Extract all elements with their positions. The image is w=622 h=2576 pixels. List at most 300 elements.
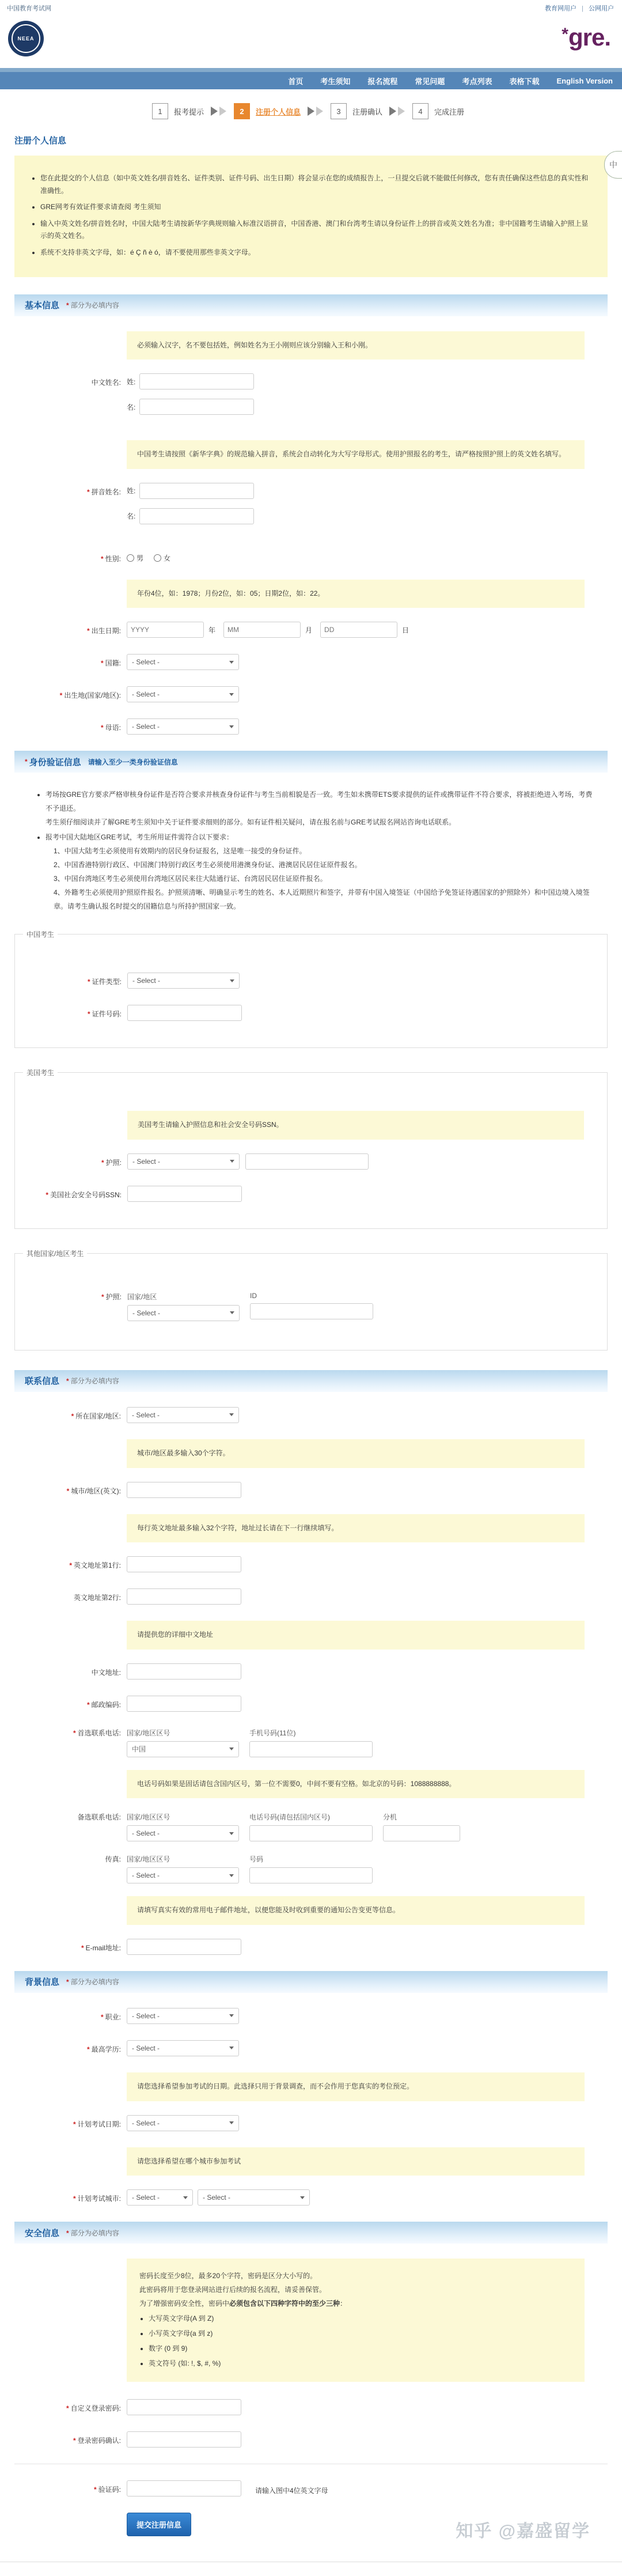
field-city — [14, 1482, 608, 1498]
select-value: - Select - — [132, 1308, 161, 1317]
rule-text-bold: 必须包含以下四种字符中的至少三种 — [229, 2299, 340, 2308]
hint-box: 电话号码如果是固话请包含国内区号，第一位不需要0，中间不要有空格。如北京的号码：1088888888。 — [127, 1770, 585, 1799]
chevron-down-icon — [230, 1311, 234, 1314]
required-star: * — [66, 2229, 69, 2237]
gender-male-label[interactable]: 男 — [136, 554, 144, 562]
native-language-select[interactable] — [127, 718, 239, 735]
required-star: * — [100, 659, 104, 668]
section-title: 基本信息 — [25, 301, 60, 311]
surname-label: 姓: — [127, 377, 136, 386]
notice-text: GRE网考有效证件要求请查阅 — [40, 203, 134, 211]
captcha-input[interactable] — [127, 2480, 241, 2496]
chevron-down-icon — [300, 2196, 305, 2199]
givenname-label: 名: — [127, 403, 136, 411]
chevron-down-icon — [230, 979, 234, 982]
gre-logo-star-icon: * — [562, 25, 568, 44]
required-star: * — [59, 691, 63, 700]
link-separator: | — [582, 5, 583, 12]
alternate-phone-country-select[interactable] — [127, 1825, 239, 1841]
field-label — [14, 483, 127, 534]
label-text: 拼音姓名: — [91, 487, 121, 496]
password-confirm-input[interactable] — [127, 2431, 241, 2448]
section-title: 身份验证信息 — [29, 757, 81, 767]
password-rule-text: 密码长度至少8位，最多20个字符，密码是区分大小写的。 — [139, 2272, 317, 2280]
field-occupation — [14, 2008, 608, 2024]
nav-item-home[interactable]: 首页 — [288, 77, 304, 86]
edu-network-user-link[interactable]: 教育网用户 — [545, 5, 577, 12]
step-4-label: 完成注册 — [434, 107, 465, 116]
hint-box: 每行英文地址最多输入32个字符，地址过长请在下一行继续填写。 — [127, 1514, 585, 1543]
step-4-box: 4 — [412, 103, 428, 119]
required-star: * — [86, 487, 90, 496]
us-passport-number-input[interactable] — [245, 1153, 369, 1170]
address-line1-input[interactable] — [127, 1556, 241, 1572]
nav-item-form-download[interactable]: 表格下载 — [509, 77, 540, 86]
identity-notes — [37, 788, 596, 913]
field-birthplace — [14, 686, 608, 702]
hint-box: 请提供您的详细中文地址 — [127, 1621, 585, 1650]
field-label: 备选联系电话: — [77, 1813, 121, 1822]
ssn-input[interactable] — [127, 1186, 242, 1202]
dob-day-input[interactable] — [320, 622, 397, 638]
hint-box: 城市/地区最多输入30个字符。 — [127, 1439, 585, 1468]
givenname-label: 名: — [127, 512, 136, 521]
chevron-down-icon — [229, 2014, 234, 2017]
chinese-language-float-button[interactable]: 中 — [604, 151, 622, 179]
required-star: * — [101, 1292, 104, 1301]
required-star: * — [69, 1561, 72, 1570]
nav-item-test-center-list[interactable]: 考点列表 — [462, 77, 492, 86]
select-value: - Select - — [132, 2193, 160, 2202]
fieldset-legend: 美国考生 — [26, 1069, 55, 1077]
alternate-phone-input[interactable] — [249, 1825, 373, 1841]
field-password-confirm — [14, 2431, 608, 2448]
step-arrow-icon — [308, 107, 325, 116]
chevron-down-icon — [230, 1160, 234, 1163]
identity-note-subitem: 4、外籍考生必须使用护照原件报名。护照须清晰、明确显示考生的姓名、本人近期照片和签字，并带有中国入境签证（中国给予免签证待遇国家的护照除外）和中国边境入境签章。请考生确认报名时提交的国籍信息与所持护照国家一致。 — [54, 888, 590, 911]
chevron-down-icon — [229, 725, 234, 728]
select-value: - Select - — [132, 1157, 161, 1166]
chevron-down-icon — [229, 1747, 234, 1750]
field-label — [14, 622, 127, 638]
pinyin-givenname-input[interactable] — [139, 508, 254, 524]
field-primary-phone — [14, 1728, 608, 1757]
required-star: * — [73, 2120, 76, 2128]
field-label — [14, 1696, 127, 1712]
label-text: 出生地(国家/地区): — [64, 691, 121, 700]
nav-item-english-version[interactable]: English Version — [556, 76, 613, 85]
planned-test-date-select[interactable] — [127, 2115, 239, 2131]
chevron-down-icon — [229, 1874, 234, 1877]
password-rule-item: • 大写英文字母(A 到 Z) — [149, 2312, 572, 2325]
identity-note-item — [45, 830, 596, 913]
required-star: * — [66, 1486, 70, 1495]
select-value: - Select - — [132, 690, 160, 699]
column-header: ID — [250, 1291, 257, 1300]
label-text: 计划考试日期: — [77, 2120, 121, 2128]
chinese-address-input[interactable] — [127, 1663, 241, 1679]
label-text: 证件类型: — [92, 978, 122, 986]
primary-phone-country-select[interactable] — [127, 1741, 239, 1757]
identity-note-subitem: 2、中国香港特别行政区、中国澳门特别行政区考生必须使用港澳身份证、港澳居民居住证原件报名。 — [54, 861, 362, 869]
section-basic-info-header — [14, 294, 608, 316]
section-security-header — [14, 2222, 608, 2244]
field-password — [14, 2399, 608, 2415]
other-country-candidate-fieldset — [14, 1249, 608, 1351]
notice-box — [14, 156, 608, 277]
page-footer — [0, 2562, 622, 2576]
required-star: * — [66, 1377, 69, 1386]
field-label — [14, 2431, 127, 2448]
other-passport-country-select[interactable] — [127, 1305, 240, 1321]
section-identity-header — [14, 751, 608, 773]
chevron-down-icon — [229, 2047, 234, 2049]
label-text: 护照: — [105, 1158, 122, 1167]
required-star: * — [86, 627, 90, 636]
required-star: * — [66, 301, 69, 310]
field-label — [14, 2040, 127, 2056]
field-label: 中文地址: — [91, 1668, 121, 1677]
required-star: * — [71, 1412, 74, 1420]
gender-male-radio[interactable] — [127, 554, 134, 562]
field-other-passport — [15, 1292, 607, 1321]
required-star: * — [73, 2195, 76, 2203]
hint-box: 请您选择希望参加考试的日期。此选择只用于背景调查，而不会作用于您真实的考位预定。 — [127, 2072, 585, 2101]
column-header: 手机号码(11位) — [249, 1728, 296, 1737]
zip-code-input[interactable] — [127, 1696, 241, 1712]
field-label — [14, 686, 127, 702]
notice-item: • 系统不支持非英文字母，如：é Ç ñ è ó，请不要使用那些非英文字母。 — [40, 247, 590, 259]
required-note-text: 部分为必填内容 — [70, 301, 119, 310]
field-label — [14, 1407, 127, 1423]
rule-text: 为了增强密码安全性，密码中 — [139, 2299, 230, 2308]
hint-box: 请填写真实有效的常用电子邮件地址，以便您能及时收到重要的通知公告变更等信息。 — [127, 1896, 585, 1925]
country-select[interactable] — [127, 1407, 239, 1423]
section-note — [66, 1376, 119, 1386]
submit-registration-button[interactable]: 提交注册信息 — [127, 2513, 191, 2536]
address-line2-input[interactable] — [127, 1588, 241, 1605]
column-header: 国家/地区区号 — [127, 1728, 170, 1737]
section-note — [66, 2228, 119, 2238]
year-unit-label: 年 — [208, 626, 216, 634]
field-label — [14, 1939, 127, 1955]
china-candidate-fieldset — [14, 929, 608, 1048]
month-unit-label: 月 — [305, 626, 313, 634]
select-value: 中国 — [132, 1745, 146, 1754]
field-label: 传真: — [105, 1855, 121, 1864]
section-title: 安全信息 — [25, 2228, 60, 2238]
select-value: - Select - — [203, 2193, 231, 2202]
field-us-passport — [15, 1153, 607, 1170]
hint-box: 年份4位，如：1978；月份2位，如：05；日期2位，如：22。 — [127, 580, 585, 608]
day-unit-label: 日 — [402, 626, 409, 634]
surname-label: 姓: — [127, 487, 136, 495]
field-label — [15, 1186, 127, 1202]
fieldset-legend: 其他国家/地区考生 — [26, 1249, 84, 1258]
fieldset-legend: 中国考生 — [26, 930, 55, 939]
dob-year-input[interactable] — [127, 622, 204, 638]
label-text: 计划考试城市: — [77, 2195, 121, 2203]
hint-box: 美国考生请输入护照信息和社会安全号码SSN。 — [127, 1111, 584, 1140]
required-star: * — [87, 1010, 90, 1019]
required-note-text: 部分为必填内容 — [70, 2229, 119, 2237]
field-label — [15, 973, 127, 989]
chevron-down-icon — [229, 2121, 234, 2124]
city-input[interactable] — [127, 1482, 241, 1498]
select-value: - Select - — [132, 977, 161, 985]
field-chinese-name — [14, 373, 608, 424]
required-star: * — [45, 1190, 48, 1199]
step-2-label[interactable]: 注册个人信息 — [255, 107, 301, 116]
step-arrow-icon — [211, 107, 228, 116]
column-header: 国家/地区 — [127, 1292, 157, 1301]
column-header: 国家/地区区号 — [127, 1813, 170, 1822]
password-input[interactable] — [127, 2399, 241, 2415]
identity-note-item — [45, 788, 596, 829]
fax-number-input[interactable] — [249, 1867, 373, 1883]
field-label — [14, 1482, 127, 1498]
notice-item — [40, 201, 590, 214]
gre-logo — [562, 25, 610, 50]
required-star: * — [101, 1158, 104, 1167]
label-text: 国籍: — [105, 659, 121, 668]
field-label — [14, 550, 127, 563]
nav-accent-strip — [0, 68, 622, 72]
field-label — [14, 2115, 127, 2131]
field-chinese-address — [14, 1663, 608, 1679]
field-doc-type — [15, 973, 607, 989]
select-value: - Select - — [132, 2011, 160, 2020]
required-star: * — [73, 2437, 76, 2445]
doc-number-input[interactable] — [127, 1005, 242, 1021]
occupation-select[interactable] — [127, 2008, 239, 2024]
site-name: 中国教育考试网 — [7, 5, 51, 12]
neea-logo — [8, 21, 44, 56]
password-rule-item: • 数字 (0 到 9) — [149, 2342, 572, 2355]
required-star: * — [66, 2404, 69, 2413]
required-star: * — [93, 2486, 97, 2494]
label-text: 出生日期: — [91, 627, 121, 636]
section-note — [66, 300, 119, 310]
column-header: 分机 — [383, 1813, 397, 1822]
required-star: * — [100, 554, 104, 563]
page-title: 注册个人信息 — [14, 136, 67, 146]
field-address-line2 — [14, 1588, 608, 1605]
field-nationality — [14, 654, 608, 670]
required-note-text: 部分为必填内容 — [70, 1377, 119, 1386]
planned-test-province-select[interactable] — [127, 2189, 193, 2206]
required-star: * — [86, 2045, 90, 2053]
hint-box: 请您选择希望在哪个城市参加考试 — [127, 2147, 585, 2176]
pinyin-surname-input[interactable] — [139, 483, 254, 499]
required-star: * — [25, 758, 28, 766]
field-label — [15, 1153, 127, 1170]
rule-text: ： — [340, 2299, 347, 2308]
section-contact-header — [14, 1370, 608, 1392]
email-input[interactable] — [127, 1939, 241, 1955]
neea-logo-text: NEEA — [12, 24, 40, 53]
label-text: 职业: — [105, 2013, 121, 2021]
column-header: 国家/地区区号 — [127, 1855, 170, 1864]
label-text: 自定义登录密码: — [70, 2404, 121, 2413]
field-label — [14, 718, 127, 735]
top-bar — [0, 0, 622, 13]
identity-note-text: • 报考中国大陆地区GRE考试，考生所用证件需符合以下要求： — [45, 833, 234, 842]
required-note-text: 部分为必填内容 — [70, 1978, 119, 1987]
step-3-label: 注册确认 — [352, 107, 383, 116]
highest-degree-select[interactable] — [127, 2040, 239, 2056]
other-passport-id-input[interactable] — [250, 1303, 373, 1319]
progress-steps — [0, 103, 622, 119]
select-value: - Select - — [132, 658, 160, 667]
extension-input[interactable] — [383, 1825, 460, 1841]
planned-test-city-select[interactable] — [198, 2189, 310, 2206]
field-label — [14, 2480, 127, 2496]
field-label — [14, 1556, 127, 1572]
chevron-down-icon — [229, 693, 234, 696]
identity-note-text: 考生须仔细阅读并了解GRE考生须知中关于证件要求细则的部分。如有证件相关疑问，请在报名前与GRE考试报名网站咨询电话联系。 — [45, 818, 456, 827]
chevron-down-icon — [229, 1832, 234, 1835]
required-star: * — [100, 2013, 104, 2021]
label-text: 邮政编码: — [91, 1700, 121, 1709]
column-header: 号码 — [249, 1855, 264, 1864]
mobile-number-input[interactable] — [249, 1741, 373, 1757]
select-value: - Select - — [132, 2119, 160, 2127]
captcha-note: 请输入图中4位英文字母 — [255, 2487, 328, 2495]
chevron-down-icon — [229, 661, 234, 664]
user-links — [545, 3, 614, 13]
gender-female-radio[interactable] — [154, 554, 161, 562]
nationality-select[interactable] — [127, 654, 239, 670]
select-value: - Select - — [132, 2044, 160, 2052]
notice-item: • 您在此提交的个人信息（如中英文姓名/拼音姓名、证件类别、证件号码、出生日期）将会显示在您的成绩报告上，一旦提交后就不能做任何修改，您有责任确保这些信息的真实性和准确性。 — [40, 172, 590, 197]
field-label — [14, 1728, 127, 1757]
notice-item: • 输入中英文姓名/拼音姓名时，中国大陆考生请按新华字典规则输入标准汉语拼音，中国香港、澳门和台湾考生请以身份证件上的拼音或英文姓名为准；非中国籍考生请输入护照上显示的英文姓名。 — [40, 218, 590, 243]
required-star: * — [66, 1978, 69, 1987]
nav-item-candidate-notice[interactable]: 考生须知 — [320, 77, 351, 86]
dob-month-input[interactable] — [223, 622, 301, 638]
identity-note-subitem: 1、中国大陆考生必须使用有效期内的居民身份证报名，这是唯一接受的身份证件。 — [54, 847, 306, 856]
chinese-surname-input[interactable] — [139, 373, 254, 389]
field-label — [14, 2399, 127, 2415]
field-native-language — [14, 718, 608, 735]
field-planned-test-date — [14, 2115, 608, 2131]
section-background-header — [14, 1971, 608, 1993]
select-value: - Select - — [132, 1410, 160, 1419]
field-ssn — [15, 1186, 607, 1202]
select-value: - Select - — [132, 723, 160, 731]
chevron-down-icon — [229, 1413, 234, 1416]
identity-note-text: • 考场按GRE官方要求严格审核身份证件是否符合要求并核查身份证件与考生当前相貌是否一致。考生如未携带ETS要求提供的证件或携带证件不符合要求，将被拒绝进入考场，考费不予退还。 — [45, 790, 593, 813]
label-text: 母语: — [105, 724, 121, 732]
password-rule-item: • 小写英文字母(a 到 z) — [149, 2327, 572, 2340]
watermark: 知乎 @嘉盛留学 — [456, 2522, 590, 2541]
label-text: 美国社会安全号码SSN: — [50, 1190, 122, 1199]
required-star: * — [87, 978, 90, 986]
us-passport-country-select[interactable] — [127, 1153, 240, 1170]
label-text: 验证码: — [98, 2486, 121, 2494]
field-highest-degree — [14, 2040, 608, 2056]
label-text: 护照: — [105, 1292, 122, 1301]
hint-box: 必须输入汉字，名不要包括姓，例如姓名为王小刚则应该分别输入王和小刚。 — [127, 331, 585, 360]
step-3-box: 3 — [331, 103, 347, 119]
header — [0, 13, 622, 68]
field-alternate-phone — [14, 1812, 608, 1841]
doc-type-select[interactable] — [127, 973, 240, 989]
step-1-label: 报考提示 — [173, 107, 204, 116]
identity-note-subitem: 3、中国台湾地区考生必须使用台湾地区居民来往大陆通行证、台湾居民居住证原件报名。 — [54, 875, 327, 883]
password-rules-box — [127, 2259, 585, 2382]
field-pinyin-name — [14, 483, 608, 534]
label-text: 最高学历: — [91, 2045, 121, 2053]
required-star: * — [73, 1728, 76, 1737]
field-planned-test-city — [14, 2189, 608, 2206]
field-label — [14, 2189, 127, 2206]
field-label — [14, 2008, 127, 2024]
required-star: * — [86, 1700, 90, 1709]
field-country — [14, 1407, 608, 1423]
usa-candidate-fieldset — [14, 1068, 608, 1229]
candidate-notice-link[interactable]: 考生须知 — [133, 203, 161, 211]
required-star: * — [100, 724, 104, 732]
field-address-line1 — [14, 1556, 608, 1572]
birthplace-select[interactable] — [127, 686, 239, 702]
label-text: E-mail地址: — [85, 1943, 121, 1952]
field-date-of-birth — [14, 622, 608, 638]
main-nav — [0, 72, 622, 89]
field-zip-code — [14, 1696, 608, 1712]
field-email — [14, 1939, 608, 1955]
password-rule-text: 此密码将用于您登录网站进行后续的报名流程，请妥善保管。 — [139, 2286, 327, 2294]
password-rule-item: • 英文符号 (如: !, $, #, %) — [149, 2356, 572, 2370]
nav-item-registration-process[interactable]: 报名流程 — [367, 77, 398, 86]
select-value: - Select - — [132, 1829, 160, 1838]
field-doc-number — [15, 1005, 607, 1021]
label-text: 英文地址第1行: — [73, 1561, 121, 1570]
label-text: 所在国家/地区: — [75, 1412, 121, 1420]
step-2-box: 2 — [234, 103, 250, 119]
section-note — [66, 1977, 119, 1987]
field-fax — [14, 1854, 608, 1883]
field-label: 中文姓名: — [91, 379, 121, 387]
step-1-box: 1 — [152, 103, 168, 119]
field-label — [15, 1005, 127, 1021]
step-arrow-icon — [389, 107, 407, 116]
password-rule-text — [139, 2297, 572, 2310]
column-header: 电话号码(请包括国内区号) — [249, 1813, 330, 1822]
field-label: 英文地址第2行: — [73, 1594, 121, 1602]
public-network-user-link[interactable]: 公网用户 — [589, 5, 614, 12]
field-label — [15, 1292, 127, 1321]
label-text: 登录密码确认: — [77, 2437, 121, 2445]
fax-country-select[interactable] — [127, 1867, 239, 1883]
nav-item-faq[interactable]: 常见问题 — [415, 77, 445, 86]
label-text: 性别: — [105, 554, 121, 563]
label-text: 证件号码: — [92, 1010, 122, 1019]
chinese-givenname-input[interactable] — [139, 399, 254, 415]
section-title: 背景信息 — [25, 1977, 60, 1988]
field-label — [14, 654, 127, 670]
gender-female-label[interactable]: 女 — [164, 554, 171, 562]
label-text: 城市/地区(英文): — [71, 1486, 121, 1495]
label-text: 首选联系电话: — [77, 1728, 121, 1737]
gre-logo-text: gre. — [568, 24, 610, 51]
field-captcha — [14, 2480, 608, 2496]
field-gender — [14, 550, 608, 563]
section-title: 联系信息 — [25, 1376, 60, 1387]
hint-box: 中国考生请按照《新华字典》的规范输入拼音，系统会自动转化为大写字母形式。使用护照报名的考生，请严格按照护照上的英文姓名填写。 — [127, 440, 585, 469]
required-star: * — [81, 1943, 84, 1952]
